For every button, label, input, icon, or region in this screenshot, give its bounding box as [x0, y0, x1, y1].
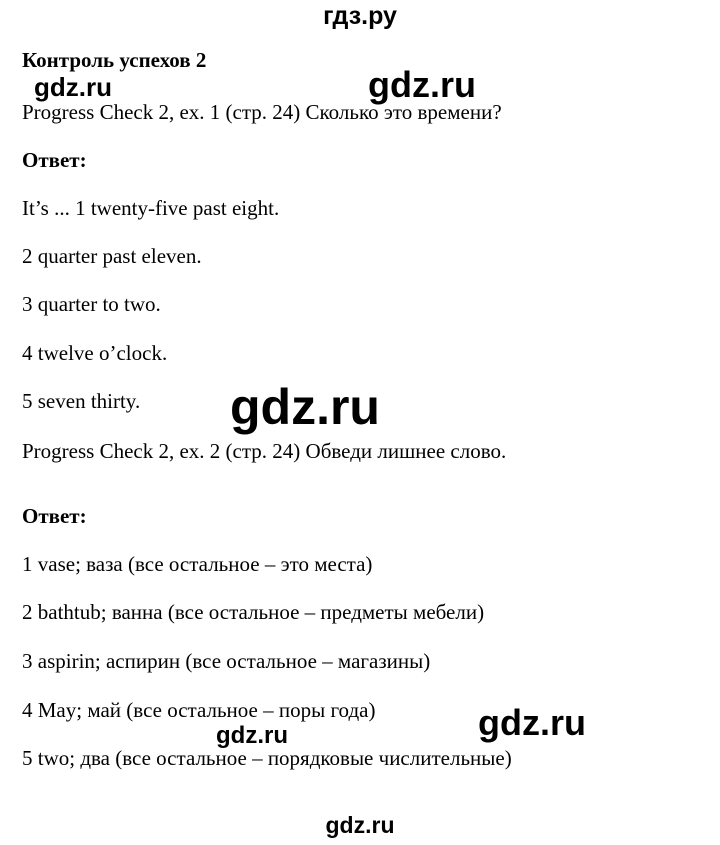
- answer-label: Ответ:: [22, 504, 87, 528]
- watermark-footer: gdz.ru: [325, 812, 395, 838]
- answer-line: 2 bathtub; ванна (все остальное – предметы мебели): [22, 600, 485, 624]
- watermark: gdz.ru: [368, 64, 476, 105]
- answer-line: 1 vase; ваза (все остальное – это места): [22, 552, 373, 576]
- section-title: Контроль успехов 2: [22, 48, 207, 72]
- exercise-2-heading: Progress Check 2, ex. 2 (стр. 24) Обведи лишнее слово.: [22, 439, 507, 463]
- answer-line: 3 aspirin; аспирин (все остальное – магазины): [22, 649, 431, 673]
- watermark: gdz.ru: [478, 702, 586, 743]
- answer-line: 4 twelve o’clock.: [22, 341, 168, 365]
- answer-line: It’s ... 1 twenty-five past eight.: [22, 196, 280, 220]
- site-header: гдз.ру: [323, 2, 397, 30]
- watermark: gdz.ru: [216, 722, 288, 749]
- watermark: gdz.ru: [230, 379, 380, 435]
- answer-label: Ответ:: [22, 148, 87, 172]
- watermark: gdz.ru: [34, 72, 112, 102]
- answer-line: 5 seven thirty.: [22, 389, 141, 413]
- answer-line: 4 May; май (все остальное – поры года): [22, 698, 376, 722]
- exercise-1-heading: Progress Check 2, ex. 1 (стр. 24) Сколько это времени?: [22, 100, 502, 124]
- answer-line: 5 two; два (все остальное – порядковые числительные): [22, 746, 512, 770]
- answer-line: 2 quarter past eleven.: [22, 244, 202, 268]
- answer-line: 3 quarter to two.: [22, 292, 161, 316]
